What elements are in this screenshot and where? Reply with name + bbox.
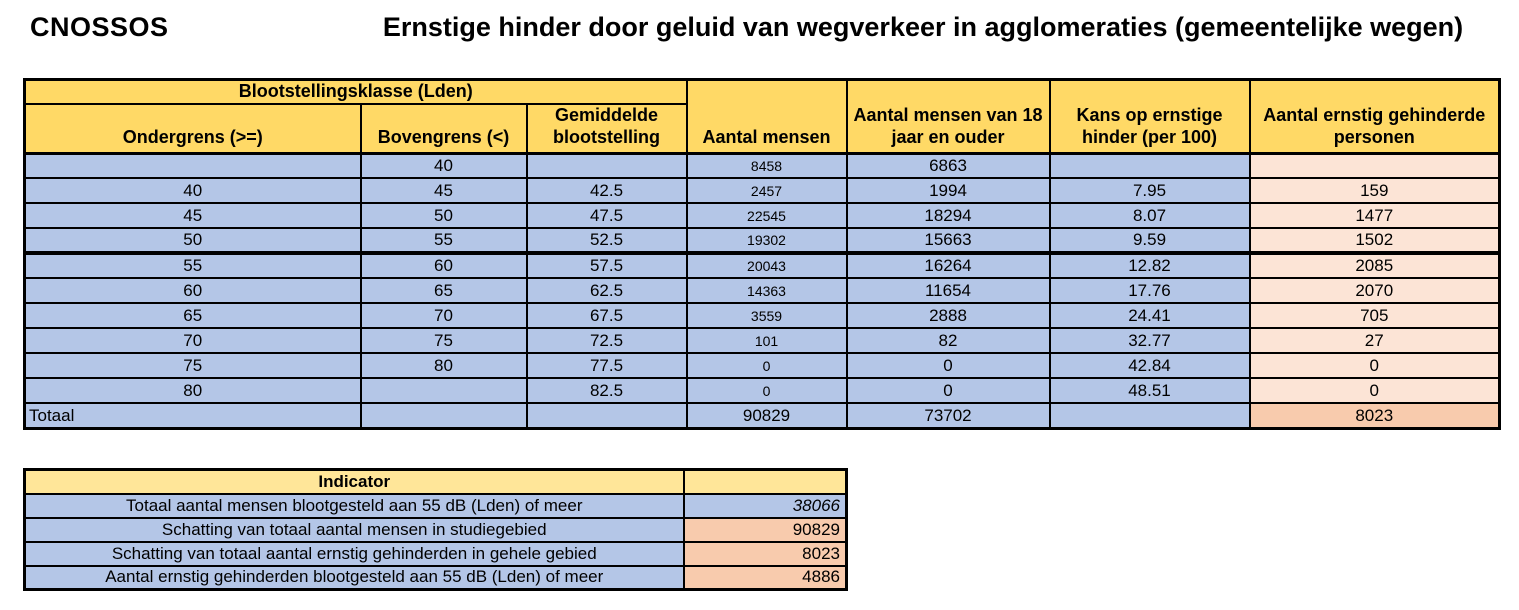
table-row [25,153,1500,178]
table-cell[interactable]: 1502 [1250,228,1500,253]
table-cell[interactable]: 73702 [847,403,1050,428]
table-cell[interactable]: 0 [847,353,1050,378]
table-cell[interactable]: 47.5 [527,203,687,228]
indicator-label[interactable]: Totaal aantal mensen blootgesteld aan 55 dB (Lden) of meer [25,494,684,518]
table-cell[interactable]: 15663 [847,228,1050,253]
table-cell[interactable]: 14363 [687,278,847,303]
column-header-gemiddelde[interactable]: Gemiddelde blootstelling [527,104,687,153]
table-cell[interactable]: 48.51 [1050,378,1250,403]
table-cell[interactable]: Totaal [25,403,361,428]
table-cell[interactable]: 45 [25,203,361,228]
exposure-table-body [25,153,1500,428]
table-cell[interactable]: 70 [361,303,527,328]
sheet-label: CNOSSOS [30,12,169,42]
table-cell[interactable]: 75 [361,328,527,353]
column-group-header[interactable]: Blootstellingsklasse (Lden) [25,80,687,104]
totaal-row [25,403,1500,428]
table-cell[interactable]: 8.07 [1050,203,1250,228]
table-cell[interactable]: 24.41 [1050,303,1250,328]
indicator-label[interactable]: Schatting van totaal aantal mensen in studiegebied [25,518,684,542]
table-row [25,353,1500,378]
table-cell[interactable]: 42.84 [1050,353,1250,378]
table-cell[interactable]: 65 [25,303,361,328]
indicator-table-header [25,470,847,494]
table-cell[interactable] [1050,153,1250,178]
table-cell[interactable]: 62.5 [527,278,687,303]
title-bar [30,12,1511,43]
column-header-bovengrens[interactable]: Bovengrens (<) [361,104,527,153]
table-cell[interactable]: 40 [25,178,361,203]
table-cell[interactable]: 16264 [847,253,1050,278]
table-cell[interactable]: 7.95 [1050,178,1250,203]
indicator-row [25,542,847,566]
table-cell[interactable]: 77.5 [527,353,687,378]
table-cell[interactable]: 1477 [1250,203,1500,228]
table-cell[interactable]: 27 [1250,328,1500,353]
table-cell[interactable]: 70 [25,328,361,353]
exposure-table-header [25,80,1500,154]
table-cell[interactable]: 159 [1250,178,1500,203]
indicator-table-body [25,494,847,590]
table-cell[interactable] [1050,403,1250,428]
table-cell[interactable]: 45 [361,178,527,203]
table-cell[interactable]: 8023 [1250,403,1500,428]
indicator-label[interactable]: Aantal ernstig gehinderden blootgesteld aan 55 dB (Lden) of meer [25,566,684,590]
table-row [25,328,1500,353]
table-cell[interactable]: 67.5 [527,303,687,328]
table-cell[interactable] [527,153,687,178]
table-cell[interactable]: 9.59 [1050,228,1250,253]
table-cell[interactable]: 8458 [687,153,847,178]
table-cell[interactable]: 50 [361,203,527,228]
table-cell[interactable]: 75 [25,353,361,378]
table-cell[interactable]: 55 [361,228,527,253]
table-cell[interactable]: 52.5 [527,228,687,253]
table-cell[interactable]: 82 [847,328,1050,353]
indicator-header-value-cell[interactable] [684,470,847,494]
table-cell[interactable]: 0 [687,378,847,403]
table-cell[interactable]: 60 [25,278,361,303]
table-row [25,203,1500,228]
table-cell[interactable]: 2457 [687,178,847,203]
table-cell[interactable]: 20043 [687,253,847,278]
table-cell[interactable]: 57.5 [527,253,687,278]
table-cell[interactable]: 12.82 [1050,253,1250,278]
table-cell[interactable]: 0 [1250,378,1500,403]
table-cell[interactable]: 18294 [847,203,1050,228]
table-cell[interactable]: 60 [361,253,527,278]
table-cell[interactable]: 2070 [1250,278,1500,303]
table-cell[interactable]: 32.77 [1050,328,1250,353]
table-cell[interactable]: 50 [25,228,361,253]
table-row [25,278,1500,303]
table-cell[interactable]: 82.5 [527,378,687,403]
table-cell[interactable]: 1994 [847,178,1050,203]
table-cell[interactable]: 90829 [687,403,847,428]
table-row [25,228,1500,253]
indicator-table [23,468,848,591]
table-cell[interactable]: 17.76 [1050,278,1250,303]
table-cell[interactable]: 705 [1250,303,1500,328]
table-cell[interactable]: 0 [687,353,847,378]
indicator-row [25,518,847,542]
indicator-row [25,566,847,590]
indicator-row [25,494,847,518]
table-cell[interactable]: 6863 [847,153,1050,178]
table-cell[interactable] [527,403,687,428]
table-cell[interactable]: 101 [687,328,847,353]
indicator-value[interactable]: 4886 [684,566,847,590]
table-cell[interactable]: 0 [847,378,1050,403]
column-header-ernstig-gehinderd[interactable]: Aantal ernstig gehinderde personen [1250,80,1500,154]
indicator-header-row [25,470,847,494]
table-row [25,178,1500,203]
table-cell[interactable] [361,403,527,428]
table-cell[interactable]: 72.5 [527,328,687,353]
column-header-aantal-mensen[interactable]: Aantal mensen [687,80,847,154]
table-cell[interactable]: 3559 [687,303,847,328]
table-cell[interactable]: 80 [25,378,361,403]
column-header-aantal-18plus[interactable]: Aantal mensen van 18 jaar en ouder [847,80,1050,154]
indicator-header-cell[interactable]: Indicator [25,470,684,494]
table-cell[interactable]: 19302 [687,228,847,253]
column-header-ondergrens[interactable]: Ondergrens (>=) [25,104,361,153]
indicator-label[interactable]: Schatting van totaal aantal ernstig gehinderden in gehele gebied [25,542,684,566]
table-cell[interactable]: 0 [1250,353,1500,378]
table-cell[interactable]: 2085 [1250,253,1500,278]
table-cell[interactable] [25,153,361,178]
table-row [25,253,1500,278]
table-cell[interactable]: 2888 [847,303,1050,328]
table-cell[interactable]: 42.5 [527,178,687,203]
exposure-table [23,78,1501,430]
header-row-group [25,80,1500,104]
table-cell[interactable]: 80 [361,353,527,378]
table-row [25,303,1500,328]
table-cell[interactable] [1250,153,1500,178]
column-header-kans-hinder[interactable]: Kans op ernstige hinder (per 100) [1050,80,1250,154]
table-row [25,378,1500,403]
table-cell[interactable]: 40 [361,153,527,178]
table-cell[interactable]: 65 [361,278,527,303]
indicator-value[interactable]: 8023 [684,542,847,566]
table-cell[interactable]: 22545 [687,203,847,228]
table-cell[interactable]: 11654 [847,278,1050,303]
indicator-value[interactable]: 90829 [684,518,847,542]
table-cell[interactable]: 55 [25,253,361,278]
table-cell[interactable] [361,378,527,403]
indicator-value[interactable]: 38066 [684,494,847,518]
page-title: Ernstige hinder door geluid van wegverkeer in agglomeraties (gemeentelijke wegen) [382,12,1464,42]
